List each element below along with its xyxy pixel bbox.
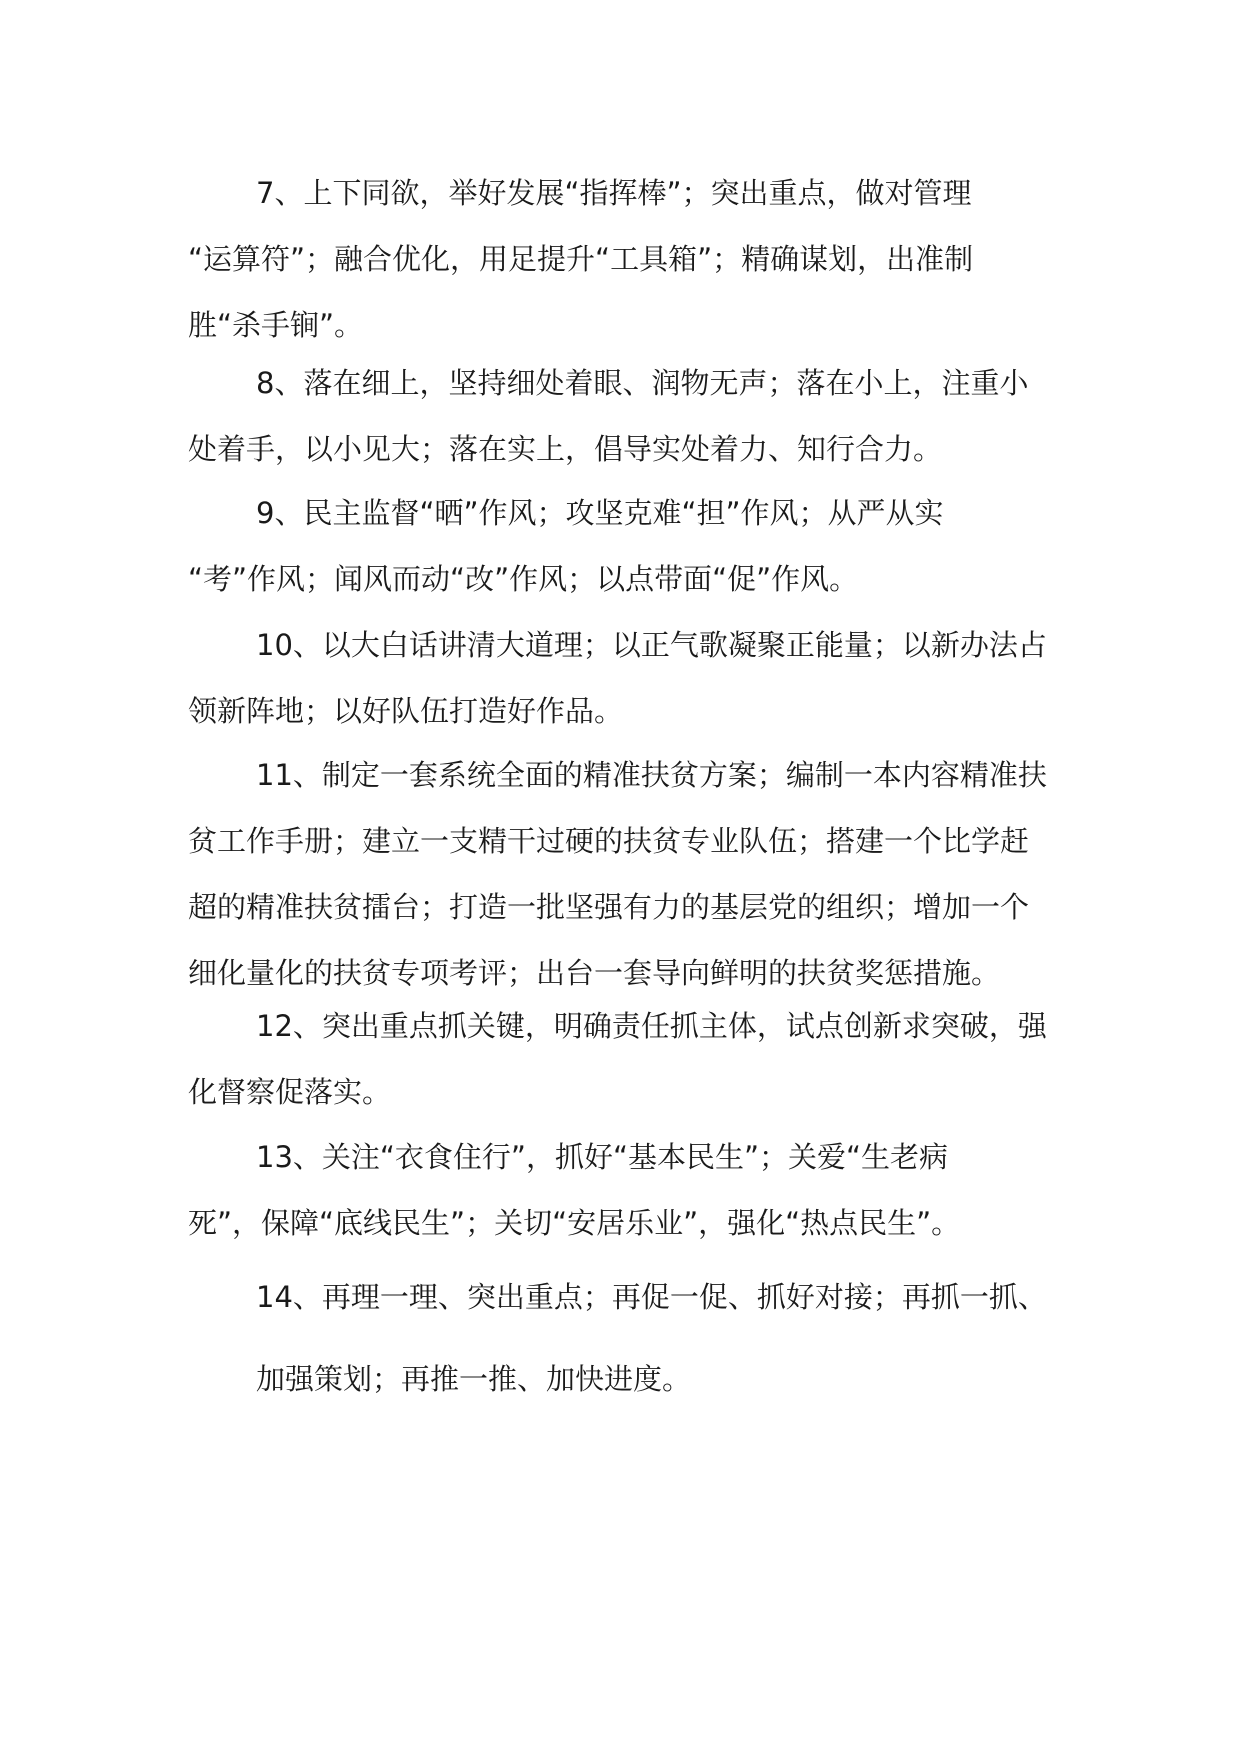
paragraph-9 [188, 480, 1058, 612]
text-line: 11、制定一套系统全面的精准扶贫方案；编制一本内容精准扶 [256, 758, 1047, 792]
text-line: 10、以大白话讲清大道理；以正气歌凝聚正能量；以新办法占 [256, 628, 1047, 662]
text-line: 化督察促落实。 [188, 1075, 392, 1109]
paragraph-8 [188, 350, 1058, 482]
text-line: 贫工作手册；建立一支精干过硬的扶贫专业队伍；搭建一个比学赶 [188, 824, 1030, 858]
text-line: 8、落在细上，坚持细处着眼、润物无声；落在小上，注重小 [256, 366, 1029, 400]
text-line: 14、再理一理、突出重点；再促一促、抓好对接；再抓一抓、 [256, 1280, 1047, 1314]
text-line: 12、突出重点抓关键，明确责任抓主体，试点创新求突破，强 [256, 1009, 1047, 1043]
text-line: 13、关注“衣食住行”，抓好“基本民生”；关爱“生老病 [256, 1140, 949, 1174]
paragraph-7 [188, 160, 1058, 358]
paragraph-10 [188, 612, 1058, 744]
paragraph-11 [188, 742, 1058, 1006]
text-line: 超的精准扶贫擂台；打造一批坚强有力的基层党的组织；增加一个 [188, 890, 1030, 924]
text-line: 9、民主监督“晒”作风；攻坚克难“担”作风；从严从实 [256, 496, 944, 530]
text-line: “考”作风；闻风而动“改”作风；以点带面“促”作风。 [188, 562, 859, 596]
text-line: 7、上下同欲，举好发展“指挥棒”；突出重点，做对管理 [256, 176, 972, 210]
text-line: 死”，保障“底线民生”；关切“安居乐业”，强化“热点民生”。 [188, 1206, 961, 1240]
text-line: 细化量化的扶贫专项考评；出台一套导向鲜明的扶贫奖惩措施。 [188, 956, 1001, 990]
paragraph-13 [188, 1124, 1058, 1256]
text-line: “运算符”；融合优化，用足提升“工具箱”；精确谋划，出准制 [188, 242, 974, 276]
paragraph-14 [188, 1256, 1058, 1420]
text-line: 领新阵地；以好队伍打造好作品。 [188, 694, 624, 728]
text-line: 胜“杀手锏”。 [188, 308, 364, 342]
text-line: 加强策划；再推一推、加快进度。 [256, 1362, 692, 1396]
paragraph-12 [188, 993, 1058, 1125]
text-line: 处着手，以小见大；落在实上，倡导实处着力、知行合力。 [188, 432, 943, 466]
